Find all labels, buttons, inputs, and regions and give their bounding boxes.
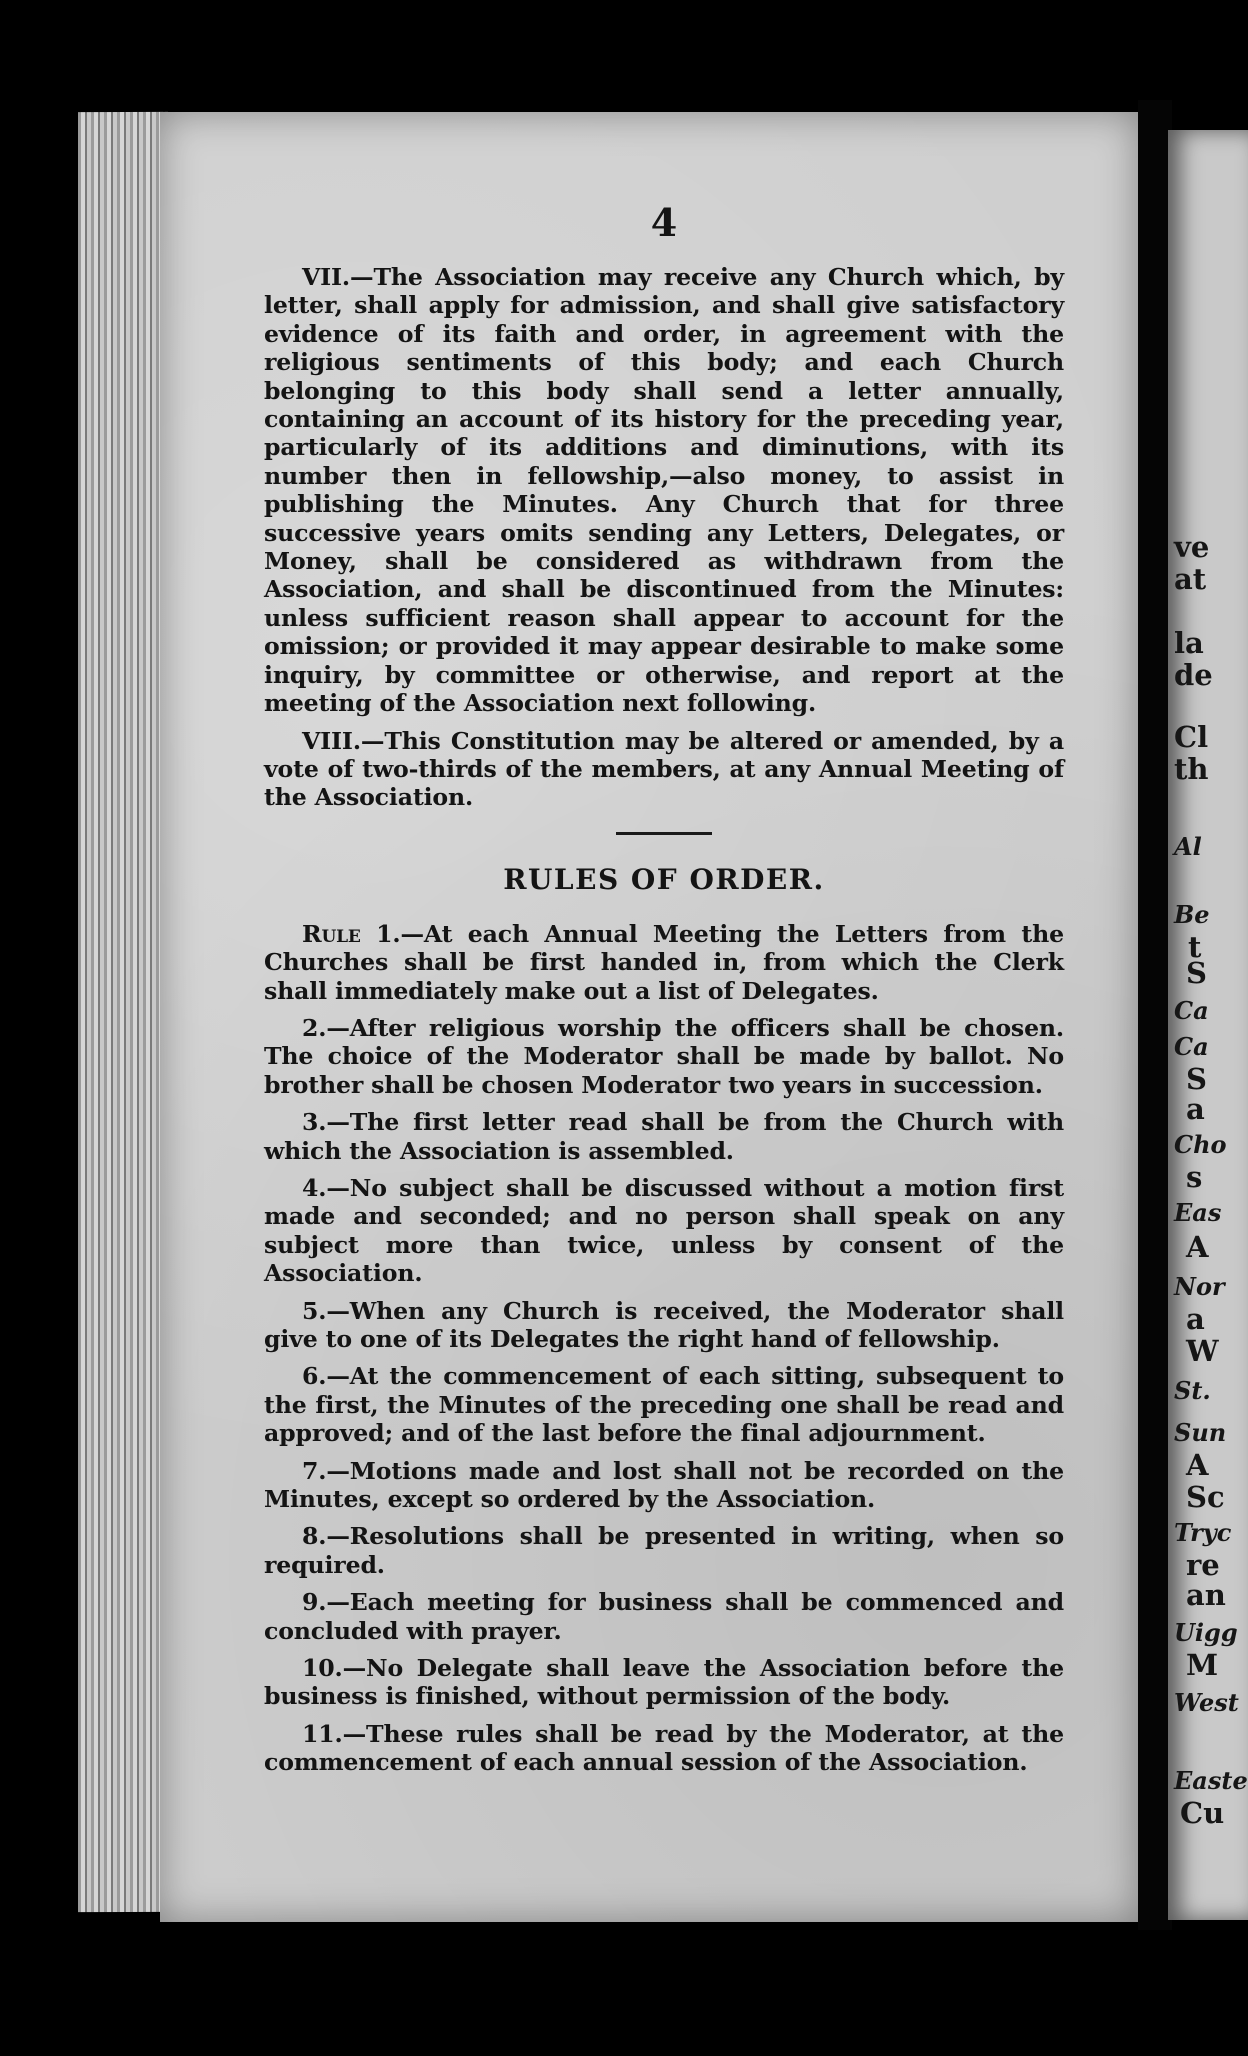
next-page-fragment: West (1174, 1688, 1239, 1717)
rule-6 (264, 1362, 1064, 1447)
adjacent-page-fragment (1168, 130, 1248, 1920)
next-page-fragment: M (1186, 1648, 1219, 1682)
book-page-edges (78, 112, 168, 1912)
next-page-fragment: ve (1174, 530, 1210, 564)
rule-label: 3. (302, 1108, 327, 1137)
article-label: VII. (302, 263, 350, 291)
rule-label: 10. (302, 1654, 343, 1683)
next-page-fragment: Uigg (1174, 1618, 1238, 1647)
constitution-article-vii (264, 263, 1064, 718)
rule-text: —Each meeting for business shall be commenced and concluded with prayer. (264, 1588, 1064, 1645)
rule-text: —At the commencement of each sitting, subsequent to the first, the Minutes of the preceding one shall be read and approved; and of the last before the final adjournment. (264, 1362, 1064, 1448)
next-page-fragment: at (1174, 562, 1207, 596)
next-page-fragment: de (1174, 658, 1213, 692)
next-page-fragment: la (1174, 626, 1204, 660)
next-page-fragment: Cl (1174, 720, 1209, 754)
next-page-fragment: Sc (1186, 1480, 1225, 1514)
page-text (264, 200, 1064, 1786)
next-page-fragment: th (1174, 752, 1209, 786)
next-page-fragment: a (1186, 1092, 1205, 1126)
rule-7 (264, 1457, 1064, 1514)
next-page-fragment: Cu (1180, 1796, 1225, 1830)
next-page-fragment: A (1186, 1230, 1209, 1264)
rule-label: 9. (302, 1588, 327, 1617)
next-page-fragment: a (1186, 1302, 1205, 1336)
rule-5 (264, 1297, 1064, 1354)
next-page-fragment: W (1186, 1334, 1219, 1368)
rule-label: 7. (302, 1456, 327, 1485)
rule-label: 6. (302, 1362, 327, 1391)
rule-4 (264, 1174, 1064, 1288)
rule-label: 2. (302, 1013, 327, 1042)
rule-label: 4. (302, 1173, 327, 1202)
rule-8 (264, 1522, 1064, 1579)
next-page-fragment: s (1186, 1160, 1203, 1194)
rule-text: —Resolutions shall be presented in writing, when so required. (264, 1522, 1064, 1579)
next-page-fragment: Tryc (1174, 1518, 1232, 1547)
rule-3 (264, 1108, 1064, 1165)
next-page-fragment: S (1186, 956, 1207, 990)
rule-1 (264, 920, 1064, 1005)
next-page-fragment: A (1186, 1448, 1209, 1482)
rules-heading: RULES OF ORDER. (503, 862, 825, 896)
rule-text: —Motions made and lost shall not be recorded on the Minutes, except so ordered by the Association. (264, 1456, 1064, 1514)
rule-text: —No subject shall be discussed without a motion first made and seconded; and no person shall speak on any subject more than twice, unless by consent of the Association. (264, 1173, 1064, 1288)
article-text: —The Association may receive any Church which, by letter, shall apply for admission, and shall give satisfactory evidence of its faith and order, in agreement with the religious sentiments of this body; and each Church belonging to this body shall send a letter annually, containing an account of its history for the preceding year, particularly of its additions and diminutions, with its number then in fellowship,—also money, to assist in publishing the Minutes. Any Church that for three successive years omits sending any Letters, Delegates, or Money, shall be considered as withdrawn from the Association, and shall be discontinued from the Minutes: unless sufficient reason shall appear to account for the omission; or provided it may appear desirable to make some inquiry, by committee or otherwise, and report at the meeting of the Association next following. (264, 263, 1064, 718)
next-page-fragment: an (1186, 1578, 1226, 1612)
next-page-fragment: Nor (1174, 1272, 1225, 1301)
rule-2 (264, 1014, 1064, 1099)
next-page-fragment: t (1188, 930, 1202, 964)
next-page-fragment: re (1186, 1548, 1220, 1582)
next-page-fragment: Al (1174, 832, 1202, 861)
rule-text: —When any Church is received, the Moderator shall give to one of its Delegates the right hand of fellowship. (264, 1296, 1064, 1353)
rule-label: 11. (302, 1719, 343, 1748)
rule-text: —After religious worship the officers shall be chosen. The choice of the Moderator shall be made by ballot. No brother shall be chosen Moderator two years in succession. (264, 1013, 1064, 1099)
rule-text: —The first letter read shall be from the Church with which the Association is assembled. (264, 1108, 1064, 1165)
rule-9 (264, 1588, 1064, 1645)
next-page-fragment: Sun (1174, 1418, 1227, 1447)
section-divider (616, 832, 712, 835)
next-page-fragment: Easte (1174, 1766, 1248, 1795)
next-page-fragment: St. (1174, 1376, 1211, 1405)
next-page-fragment: Ca (1174, 996, 1209, 1025)
rule-label: Rule 1. (302, 919, 401, 948)
book-gutter (1138, 100, 1172, 1930)
rule-11 (264, 1720, 1064, 1777)
next-page-fragment: Be (1174, 900, 1210, 929)
article-label: VIII. (302, 726, 361, 755)
rule-label: 8. (302, 1522, 327, 1551)
next-page-fragment: Eas (1174, 1198, 1222, 1227)
rule-label: 5. (302, 1296, 327, 1325)
rule-text: —At each Annual Meeting the Letters from the Churches shall be first handed in, from which the Clerk shall immediately make out a list of Delegates. (264, 919, 1064, 1005)
rule-text: —These rules shall be read by the Moderator, at the commencement of each annual session of the Association. (264, 1719, 1064, 1777)
next-page-fragment: Cho (1174, 1130, 1227, 1159)
constitution-article-viii (264, 727, 1064, 812)
rule-10 (264, 1654, 1064, 1711)
rule-text: —No Delegate shall leave the Association before the business is finished, without permission of the body. (264, 1654, 1064, 1711)
next-page-fragment: S (1186, 1062, 1207, 1096)
next-page-fragment: Ca (1174, 1032, 1209, 1061)
article-text: —This Constitution may be altered or amended, by a vote of two-thirds of the members, at any Annual Meeting of the Association. (264, 726, 1064, 812)
page-number: 4 (650, 200, 678, 245)
